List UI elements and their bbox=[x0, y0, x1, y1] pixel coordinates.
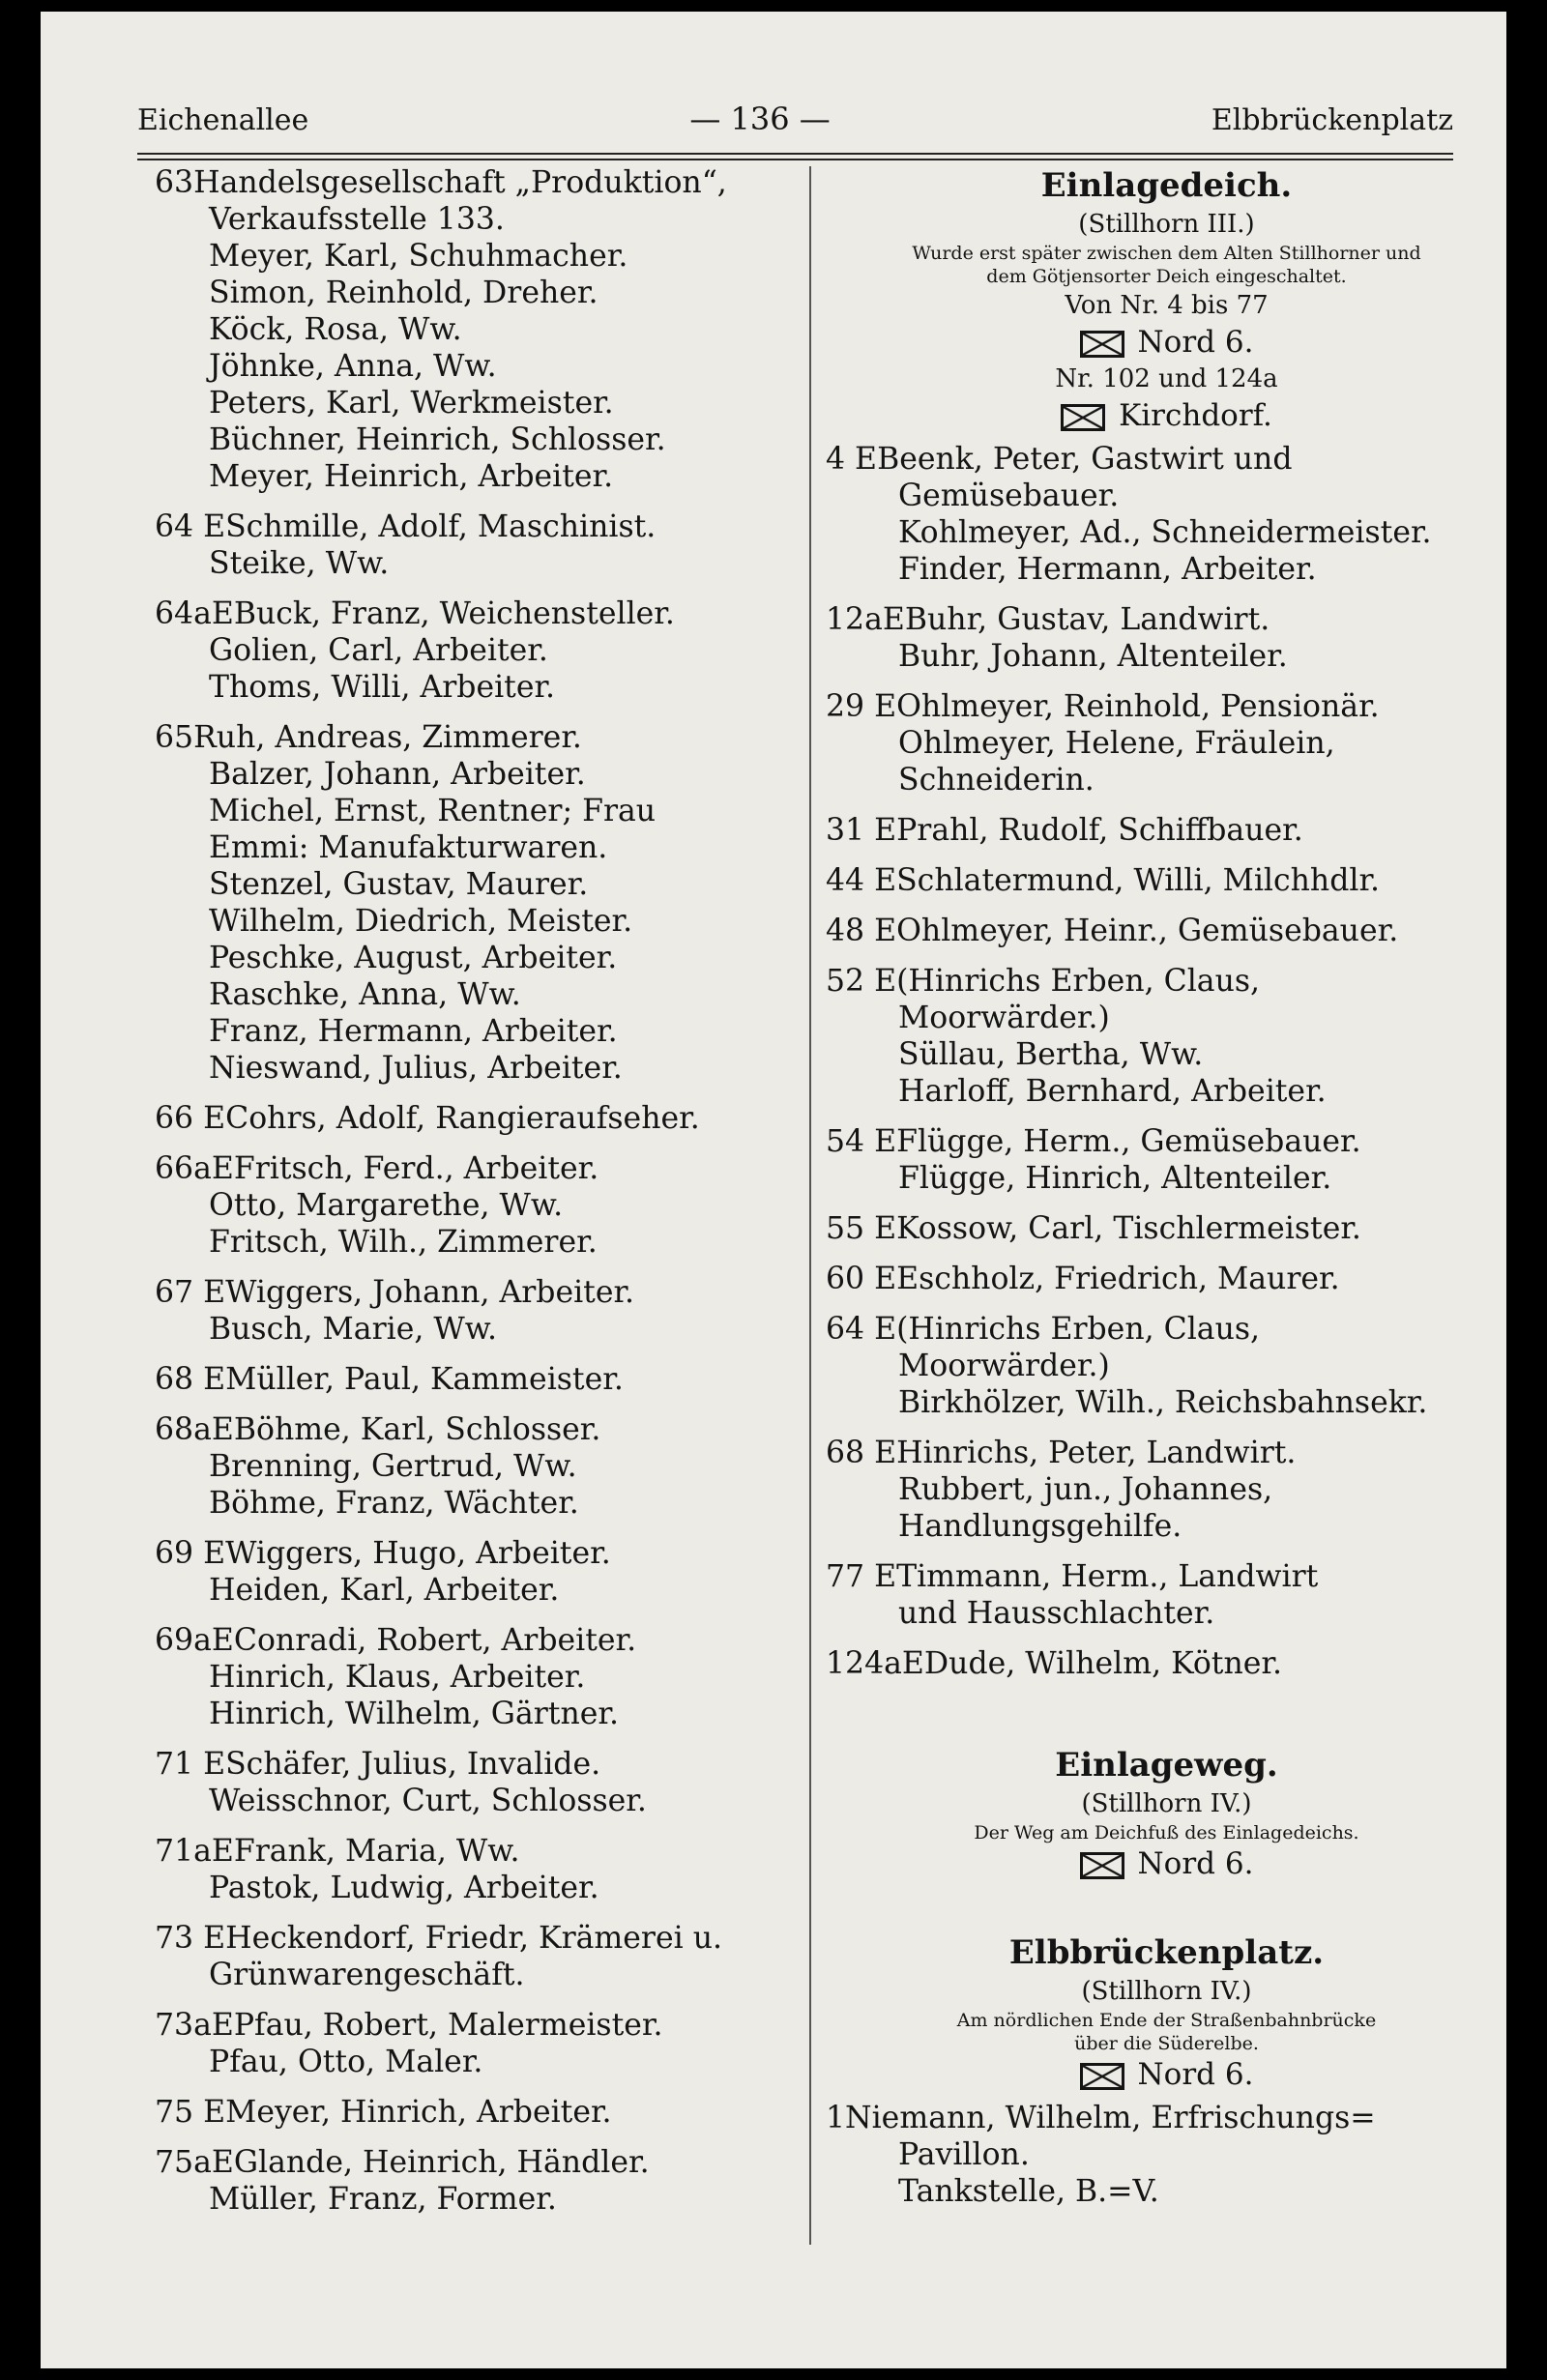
entry-text: Steike, Ww. bbox=[209, 546, 390, 581]
entry-text: Pavillon. bbox=[898, 2137, 1030, 2172]
entry-text: Flügge, Hinrich, Altenteiler. bbox=[898, 1161, 1332, 1196]
envelope-icon bbox=[1080, 2063, 1124, 2090]
house-number: 48 E bbox=[826, 914, 897, 948]
directory-entry bbox=[155, 1150, 798, 1261]
entry-line bbox=[155, 1572, 798, 1609]
directory-entry bbox=[155, 2007, 798, 2080]
entry-line bbox=[826, 2173, 1506, 2210]
entry-line bbox=[826, 1073, 1506, 1110]
directory-entry bbox=[826, 2100, 1506, 2210]
page-number: — 136 — bbox=[689, 101, 831, 137]
entry-text: Raschke, Anna, Ww. bbox=[209, 977, 521, 1012]
entry-line bbox=[826, 1311, 1506, 1348]
entry-line bbox=[155, 2144, 798, 2181]
entry-text: Simon, Reinhold, Dreher. bbox=[209, 276, 598, 310]
house-number: 68 E bbox=[155, 1362, 226, 1397]
right-column bbox=[826, 164, 1506, 2223]
entry-text: Frank, Maria, Ww. bbox=[233, 1834, 520, 1869]
house-number: 68aE bbox=[155, 1412, 234, 1447]
house-number: 67 E bbox=[155, 1275, 226, 1310]
entry-text: Prahl, Rudolf, Schiffbauer. bbox=[896, 813, 1303, 848]
entry-text: Pfau, Robert, Malermeister. bbox=[233, 2008, 663, 2043]
entry-text: Pastok, Ludwig, Arbeiter. bbox=[209, 1871, 599, 1905]
postal-district-name: Nord 6. bbox=[1137, 325, 1254, 360]
entry-line bbox=[155, 2044, 798, 2080]
entry-line bbox=[155, 1833, 798, 1870]
header-right-street: Elbbrückenplatz bbox=[1211, 103, 1453, 137]
street-district: (Stillhorn IV.) bbox=[1081, 1977, 1252, 2006]
house-number: 68 E bbox=[826, 1436, 897, 1470]
entry-spacer bbox=[155, 1609, 798, 1622]
entry-line bbox=[155, 719, 798, 756]
street-title: Einlagedeich. bbox=[1040, 166, 1293, 205]
entry-text: Wiggers, Johann, Arbeiter. bbox=[225, 1275, 635, 1310]
house-number: 29 E bbox=[826, 689, 897, 724]
entry-line bbox=[155, 1920, 798, 1957]
directory-entry bbox=[826, 1558, 1506, 1632]
entry-text: Buck, Franz, Weichensteller. bbox=[233, 596, 675, 631]
entry-spacer bbox=[155, 1261, 798, 1274]
street-title: Elbbrückenplatz. bbox=[1008, 1933, 1325, 1972]
entry-text: Verkaufsstelle 133. bbox=[209, 202, 505, 237]
house-number: 55 E bbox=[826, 1211, 897, 1246]
directory-entry bbox=[826, 812, 1506, 849]
postal-district-name: Kirchdorf. bbox=[1119, 398, 1272, 433]
entry-text: Finder, Hermann, Arbeiter. bbox=[898, 552, 1317, 587]
entry-text: Niemann, Wilhelm, Erfrischungs= bbox=[845, 2101, 1376, 2135]
entry-text: Fritsch, Wilh., Zimmerer. bbox=[209, 1225, 598, 1260]
directory-entry bbox=[826, 1123, 1506, 1197]
entry-text: Thoms, Willi, Arbeiter. bbox=[209, 670, 556, 705]
entry-line bbox=[826, 601, 1506, 638]
entry-line bbox=[155, 866, 798, 903]
entry-spacer bbox=[826, 1110, 1506, 1123]
entry-line bbox=[155, 1870, 798, 1906]
entry-line bbox=[826, 1595, 1506, 1632]
entry-text: Flügge, Herm., Gemüsebauer. bbox=[896, 1124, 1361, 1159]
entry-text: Hinrich, Klaus, Arbeiter. bbox=[209, 1660, 586, 1695]
entry-text: Köck, Rosa, Ww. bbox=[209, 312, 462, 347]
entry-line bbox=[155, 164, 798, 201]
directory-entry bbox=[826, 1311, 1506, 1421]
house-number: 73 E bbox=[155, 1921, 226, 1956]
entry-text: Pfau, Otto, Maler. bbox=[209, 2045, 483, 2079]
entry-text: Büchner, Heinrich, Schlosser. bbox=[209, 422, 666, 457]
house-number: 69 E bbox=[155, 1536, 226, 1571]
entry-text: Heiden, Karl, Arbeiter. bbox=[209, 1573, 560, 1608]
house-number: 12aE bbox=[826, 602, 905, 637]
entry-line bbox=[155, 1535, 798, 1572]
entry-text: Tankstelle, B.=V. bbox=[898, 2174, 1159, 2209]
directory-entry bbox=[155, 1535, 798, 1609]
entry-spacer bbox=[155, 2131, 798, 2144]
directory-entry bbox=[155, 1274, 798, 1348]
postal-district bbox=[826, 323, 1506, 362]
entry-spacer bbox=[155, 582, 798, 595]
entry-spacer bbox=[826, 2210, 1506, 2223]
house-number: 1 bbox=[826, 2101, 846, 2135]
entry-spacer bbox=[155, 706, 798, 719]
house-number: 66 E bbox=[155, 1101, 226, 1136]
entry-line bbox=[155, 2181, 798, 2218]
entry-line bbox=[155, 2094, 798, 2131]
directory-entry bbox=[155, 1361, 798, 1398]
entry-text: Böhme, Karl, Schlosser. bbox=[233, 1412, 601, 1447]
entry-line bbox=[155, 458, 798, 495]
postal-district bbox=[826, 1844, 1506, 1883]
entry-line bbox=[826, 551, 1506, 588]
entry-text: Peters, Karl, Werkmeister. bbox=[209, 386, 614, 421]
house-number: 71 E bbox=[155, 1747, 226, 1782]
entry-text: Eschholz, Friedrich, Maurer. bbox=[896, 1262, 1340, 1296]
entry-spacer bbox=[155, 1819, 798, 1833]
entry-line bbox=[155, 903, 798, 940]
entry-text: Golien, Carl, Arbeiter. bbox=[209, 633, 548, 668]
entry-spacer bbox=[155, 1906, 798, 1920]
entry-line bbox=[826, 1435, 1506, 1471]
entry-spacer bbox=[826, 1197, 1506, 1210]
left-column bbox=[155, 164, 798, 2231]
house-number: 52 E bbox=[826, 964, 897, 999]
entry-line bbox=[826, 688, 1506, 725]
postal-district-name: Nord 6. bbox=[1137, 2057, 1254, 2092]
directory-entry bbox=[826, 963, 1506, 1110]
entry-text: Busch, Marie, Ww. bbox=[209, 1312, 498, 1347]
directory-entry bbox=[155, 1746, 798, 1819]
column-divider bbox=[809, 166, 811, 2245]
entry-text: Hinrichs, Peter, Landwirt. bbox=[896, 1436, 1297, 1470]
entry-text: Birkhölzer, Wilh., Reichsbahnsekr. bbox=[898, 1385, 1428, 1420]
entry-text: Ruh, Andreas, Zimmerer. bbox=[193, 720, 582, 755]
directory-entry bbox=[826, 1435, 1506, 1545]
directory-entry bbox=[155, 595, 798, 706]
entry-text: Schlatermund, Willi, Milchhdlr. bbox=[896, 863, 1381, 898]
entry-line bbox=[155, 793, 798, 829]
entry-line bbox=[155, 1013, 798, 1050]
entry-line bbox=[826, 514, 1506, 551]
entry-spacer bbox=[826, 675, 1506, 688]
entry-line bbox=[826, 1261, 1506, 1297]
entry-spacer bbox=[826, 1247, 1506, 1261]
entry-text: Jöhnke, Anna, Ww. bbox=[209, 349, 497, 384]
entry-text: Dude, Wilhelm, Kötner. bbox=[923, 1646, 1283, 1681]
entry-line bbox=[155, 1448, 798, 1485]
entry-text: Grünwarengeschäft. bbox=[209, 1958, 525, 1992]
directory-entry bbox=[826, 688, 1506, 798]
entry-line bbox=[155, 545, 798, 582]
entry-text: Moorwärder.) bbox=[898, 1349, 1110, 1383]
street-note: Am nördlichen Ende der Straßenbahnbrücke bbox=[956, 2010, 1377, 2031]
entry-line bbox=[155, 1150, 798, 1187]
house-number: 4 E bbox=[826, 442, 878, 477]
entry-line bbox=[155, 275, 798, 311]
house-number: 75aE bbox=[155, 2145, 234, 2180]
directory-entry bbox=[155, 1920, 798, 1993]
entry-text: Gemüsebauer. bbox=[898, 479, 1120, 513]
house-number: 31 E bbox=[826, 813, 897, 848]
entry-line bbox=[155, 311, 798, 348]
street-note: Wurde erst später zwischen dem Alten Stillhorner und bbox=[912, 243, 1421, 264]
entry-line bbox=[826, 1471, 1506, 1508]
entry-text: Cohrs, Adolf, Rangieraufseher. bbox=[225, 1101, 700, 1136]
directory-page bbox=[41, 12, 1506, 2368]
entry-text: Conradi, Robert, Arbeiter. bbox=[233, 1623, 637, 1658]
street-note: über die Süderelbe. bbox=[1074, 2033, 1259, 2054]
entry-text: Peschke, August, Arbeiter. bbox=[209, 941, 618, 975]
street-title: Einlageweg. bbox=[1055, 1746, 1278, 1785]
directory-entry bbox=[826, 913, 1506, 949]
directory-entry bbox=[826, 862, 1506, 899]
entry-line bbox=[155, 1311, 798, 1348]
house-number: 66aE bbox=[155, 1151, 234, 1186]
directory-entry bbox=[826, 601, 1506, 675]
envelope-icon bbox=[1080, 331, 1124, 358]
entry-spacer bbox=[155, 1398, 798, 1411]
entry-text: Meyer, Karl, Schuhmacher. bbox=[209, 239, 628, 274]
entry-line bbox=[826, 1645, 1506, 1682]
directory-entry bbox=[155, 164, 798, 495]
directory-entry bbox=[155, 1833, 798, 1906]
entry-line bbox=[155, 595, 798, 632]
entry-spacer bbox=[155, 1522, 798, 1535]
entry-line bbox=[155, 976, 798, 1013]
entry-text: Schneiderin. bbox=[898, 763, 1095, 798]
entry-text: Timmann, Herm., Landwirt bbox=[896, 1559, 1319, 1594]
house-number: 60 E bbox=[826, 1262, 897, 1296]
directory-entry bbox=[155, 508, 798, 582]
street-entries bbox=[826, 2100, 1506, 2223]
entry-line bbox=[155, 1050, 798, 1087]
entry-line bbox=[826, 1123, 1506, 1160]
entry-line bbox=[826, 1210, 1506, 1247]
directory-entry bbox=[155, 1411, 798, 1522]
entry-line bbox=[155, 829, 798, 866]
house-number: 71aE bbox=[155, 1834, 234, 1869]
entry-text: Ohlmeyer, Heinr., Gemüsebauer. bbox=[896, 914, 1399, 948]
entry-text: Kohlmeyer, Ad., Schneidermeister. bbox=[898, 515, 1432, 550]
directory-entry bbox=[826, 1210, 1506, 1247]
entry-line bbox=[826, 913, 1506, 949]
entry-text: Ohlmeyer, Helene, Fräulein, bbox=[898, 726, 1335, 761]
directory-entry bbox=[155, 2144, 798, 2218]
entry-line bbox=[155, 1696, 798, 1732]
postal-district-name: Nord 6. bbox=[1137, 1846, 1254, 1881]
entry-line bbox=[155, 421, 798, 458]
house-number: 73aE bbox=[155, 2008, 234, 2043]
entry-text: Handelsgesellschaft „Produktion“, bbox=[193, 165, 727, 200]
entry-line bbox=[826, 478, 1506, 514]
postal-district bbox=[826, 2055, 1506, 2094]
entry-spacer bbox=[826, 1421, 1506, 1435]
entry-text: Schmille, Adolf, Maschinist. bbox=[225, 509, 657, 544]
house-number: 65 bbox=[155, 720, 194, 755]
entry-line bbox=[826, 762, 1506, 798]
entry-spacer bbox=[155, 1137, 798, 1150]
directory-entry bbox=[155, 1622, 798, 1732]
entry-line bbox=[155, 1746, 798, 1783]
entry-text: und Hausschlachter. bbox=[898, 1596, 1215, 1631]
entry-line bbox=[826, 1160, 1506, 1197]
house-number: 63 bbox=[155, 165, 194, 200]
entry-text: Glande, Heinrich, Händler. bbox=[233, 2145, 650, 2180]
house-number: 69aE bbox=[155, 1623, 234, 1658]
entry-line bbox=[826, 1036, 1506, 1073]
directory-entry bbox=[155, 2094, 798, 2131]
entry-line bbox=[826, 1000, 1506, 1036]
header-rule-bottom bbox=[137, 159, 1453, 160]
entry-text: (Hinrichs Erben, Claus, bbox=[896, 1312, 1261, 1347]
entry-spacer bbox=[155, 1087, 798, 1100]
directory-entry bbox=[826, 441, 1506, 588]
entry-spacer bbox=[826, 949, 1506, 963]
entry-text: Emmi: Manufakturwaren. bbox=[209, 830, 608, 865]
street-spacer bbox=[826, 1883, 1506, 1931]
entry-line bbox=[155, 201, 798, 238]
street-spacer bbox=[826, 1696, 1506, 1744]
entry-text: Wiggers, Hugo, Arbeiter. bbox=[225, 1536, 611, 1571]
entry-spacer bbox=[826, 588, 1506, 601]
entry-line bbox=[826, 2136, 1506, 2173]
entry-text: Meyer, Hinrich, Arbeiter. bbox=[225, 2095, 612, 2130]
entry-line bbox=[826, 1348, 1506, 1384]
entry-text: Süllau, Bertha, Ww. bbox=[898, 1037, 1204, 1072]
entry-spacer bbox=[155, 1348, 798, 1361]
entry-text: Fritsch, Ferd., Arbeiter. bbox=[233, 1151, 599, 1186]
entry-spacer bbox=[826, 1545, 1506, 1558]
entry-line bbox=[155, 385, 798, 421]
entry-text: Michel, Ernst, Rentner; Frau bbox=[209, 794, 657, 828]
entry-text: Handlungsgehilfe. bbox=[898, 1509, 1182, 1544]
entry-text: (Hinrichs Erben, Claus, bbox=[896, 964, 1261, 999]
entry-text: Heckendorf, Friedr, Krämerei u. bbox=[225, 1921, 722, 1956]
house-number: 44 E bbox=[826, 863, 897, 898]
street-range: Nr. 102 und 124a bbox=[1055, 364, 1278, 393]
entry-line bbox=[155, 632, 798, 669]
entry-line bbox=[155, 1622, 798, 1659]
entry-spacer bbox=[155, 1993, 798, 2007]
header-left-street: Eichenallee bbox=[137, 103, 309, 137]
entry-line bbox=[155, 508, 798, 545]
entry-line bbox=[155, 1274, 798, 1311]
entry-spacer bbox=[826, 1632, 1506, 1645]
envelope-icon bbox=[1061, 404, 1105, 431]
directory-entry bbox=[826, 1261, 1506, 1297]
house-number: 54 E bbox=[826, 1124, 897, 1159]
entry-line bbox=[155, 1100, 798, 1137]
entry-text: Buhr, Johann, Altenteiler. bbox=[898, 639, 1288, 674]
street-district: (Stillhorn III.) bbox=[1078, 210, 1255, 239]
entry-text: Hinrich, Wilhelm, Gärtner. bbox=[209, 1697, 619, 1731]
entry-line bbox=[155, 1224, 798, 1261]
entry-line bbox=[826, 1558, 1506, 1595]
entry-text: Franz, Hermann, Arbeiter. bbox=[209, 1014, 618, 1049]
entry-spacer bbox=[826, 1297, 1506, 1311]
entry-line bbox=[155, 2007, 798, 2044]
entry-text: Otto, Margarethe, Ww. bbox=[209, 1188, 564, 1223]
house-number: 75 E bbox=[155, 2095, 226, 2130]
street-entries bbox=[826, 441, 1506, 1696]
entry-text: Beenk, Peter, Gastwirt und bbox=[877, 442, 1293, 477]
house-number: 124aE bbox=[826, 1646, 924, 1681]
street-district: (Stillhorn IV.) bbox=[1081, 1789, 1252, 1818]
entry-line bbox=[826, 812, 1506, 849]
entry-text: Harloff, Bernhard, Arbeiter. bbox=[898, 1074, 1327, 1109]
entry-spacer bbox=[826, 849, 1506, 862]
entry-line bbox=[826, 725, 1506, 762]
entry-line bbox=[155, 348, 798, 385]
entry-text: Moorwärder.) bbox=[898, 1001, 1110, 1035]
entry-text: Buhr, Gustav, Landwirt. bbox=[904, 602, 1270, 637]
entry-text: Weisschnor, Curt, Schlosser. bbox=[209, 1784, 647, 1818]
house-number: 77 E bbox=[826, 1559, 897, 1594]
entry-text: Müller, Franz, Former. bbox=[209, 2182, 557, 2217]
entry-line bbox=[155, 940, 798, 976]
entry-text: Müller, Paul, Kammeister. bbox=[225, 1362, 624, 1397]
entry-line bbox=[155, 1187, 798, 1224]
street-note: dem Götjensorter Deich eingeschaltet. bbox=[986, 266, 1347, 287]
entry-line bbox=[155, 1361, 798, 1398]
street-note: Der Weg am Deichfuß des Einlagedeichs. bbox=[974, 1822, 1359, 1843]
entry-text: Balzer, Johann, Arbeiter. bbox=[209, 757, 586, 792]
entry-line bbox=[155, 238, 798, 275]
house-number: 64aE bbox=[155, 596, 234, 631]
entry-text: Meyer, Heinrich, Arbeiter. bbox=[209, 459, 614, 494]
entry-line bbox=[155, 1783, 798, 1819]
entry-spacer bbox=[155, 2218, 798, 2231]
house-number: 64 E bbox=[826, 1312, 897, 1347]
entry-line bbox=[826, 1384, 1506, 1421]
entry-text: Stenzel, Gustav, Maurer. bbox=[209, 867, 589, 902]
house-number: 64 E bbox=[155, 509, 226, 544]
entry-line bbox=[155, 1411, 798, 1448]
entry-line bbox=[155, 1485, 798, 1522]
entry-text: Rubbert, jun., Johannes, bbox=[898, 1472, 1273, 1507]
entry-line bbox=[826, 638, 1506, 675]
entry-text: Böhme, Franz, Wächter. bbox=[209, 1486, 579, 1521]
entry-line bbox=[155, 1659, 798, 1696]
entry-spacer bbox=[155, 2080, 798, 2094]
entry-spacer bbox=[826, 899, 1506, 913]
header-rule-top bbox=[137, 153, 1453, 155]
entry-line bbox=[826, 1508, 1506, 1545]
envelope-icon bbox=[1080, 1852, 1124, 1879]
entry-line bbox=[155, 756, 798, 793]
entry-text: Schäfer, Julius, Invalide. bbox=[225, 1747, 601, 1782]
entry-spacer bbox=[155, 495, 798, 508]
entry-text: Brenning, Gertrud, Ww. bbox=[209, 1449, 577, 1484]
entry-line bbox=[826, 963, 1506, 1000]
entry-line bbox=[155, 669, 798, 706]
street-range: Von Nr. 4 bis 77 bbox=[1065, 291, 1269, 320]
entry-line bbox=[826, 862, 1506, 899]
postal-district bbox=[826, 396, 1506, 435]
entry-line bbox=[826, 441, 1506, 478]
directory-entry bbox=[155, 1100, 798, 1137]
page-header bbox=[137, 101, 1453, 149]
entry-line bbox=[155, 1957, 798, 1993]
directory-entry bbox=[155, 719, 798, 1087]
entry-spacer bbox=[826, 798, 1506, 812]
entry-line bbox=[826, 2100, 1506, 2136]
entry-spacer bbox=[155, 1732, 798, 1746]
entry-text: Nieswand, Julius, Arbeiter. bbox=[209, 1051, 623, 1086]
entry-spacer bbox=[826, 1682, 1506, 1696]
entry-text: Kossow, Carl, Tischlermeister. bbox=[896, 1211, 1361, 1246]
directory-entry bbox=[826, 1645, 1506, 1682]
entry-text: Wilhelm, Diedrich, Meister. bbox=[209, 904, 633, 939]
entry-text: Ohlmeyer, Reinhold, Pensionär. bbox=[896, 689, 1380, 724]
